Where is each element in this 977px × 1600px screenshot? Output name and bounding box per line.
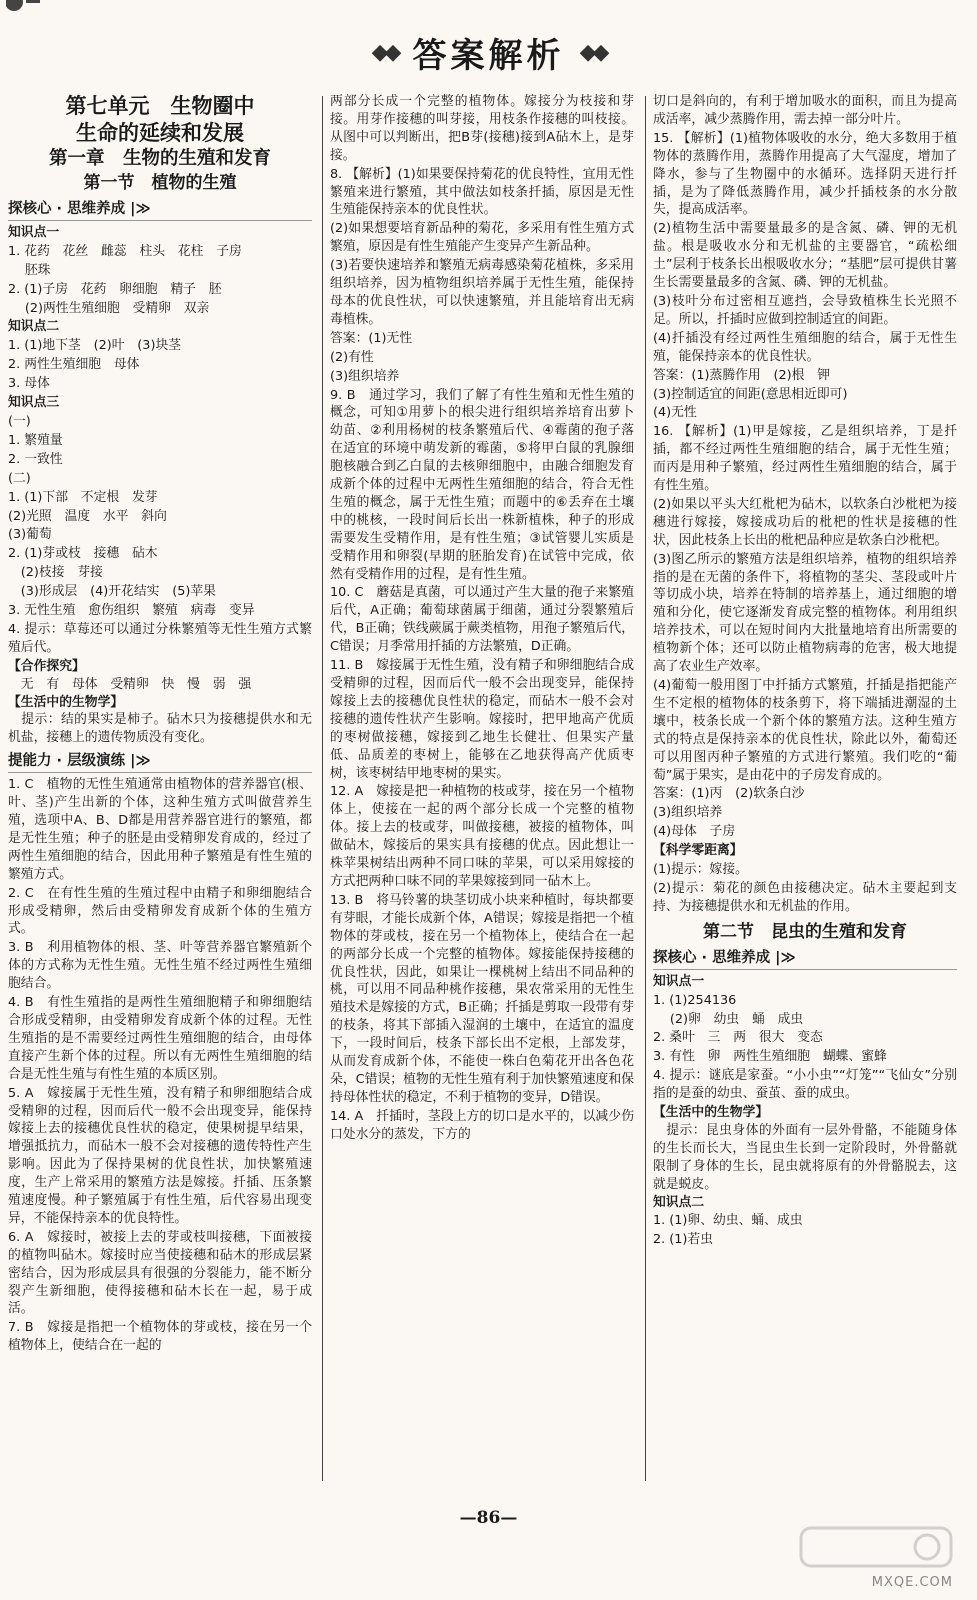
left-ornament-icon: ◆◆ (371, 40, 398, 65)
answer-item: (2)有性 (330, 349, 374, 365)
list-item: (1)提示：嫁接。 (653, 862, 748, 878)
answer-item: (3)组织培养 (653, 805, 723, 821)
list-item: (2)提示：菊花的颜色由接穗决定。砧木主要起到支持、为接穗提供水和无机盐的作用。 (653, 880, 957, 914)
page-banner (0, 28, 977, 77)
list-item: 2. 两性生殖细胞 母体 (8, 357, 140, 373)
answer-item: 11. B 嫁接属于无性生殖，没有精子和卵细胞结合成受精卵的过程，因而后代一般不会出现变异，能保持嫁接上去的接穗优良性状的稳定，而砧木一般不会对接穗的遗传性状产生影响。嫁接时，把甲地高产优质的枣树做接穗，嫁接到乙地生长健壮、但果实产量低、品质差的枣树上，能够在乙地获得高产优质枣树，该枣树结甲地枣树的果实。 (330, 658, 634, 781)
list-item: 2. 一致性 (8, 451, 63, 467)
answer-item: (3)组织培养 (330, 368, 400, 384)
answer-item: 答案：(1)丙 (2)软条白沙 (653, 786, 805, 802)
knowledge-point-heading: 知识点三 (8, 395, 60, 411)
answer-item: (2)如果想要培育新品种的菊花，多采用有性生殖方式繁殖，原因是有性生殖能产生变异产生新品种。 (330, 221, 634, 255)
answer-item: (4)母体 子房 (653, 824, 736, 840)
answer-list (8, 776, 312, 1355)
list-item: (2)卵 幼虫 蛹 成虫 (653, 1011, 804, 1027)
list-item: 胚珠 (8, 262, 51, 278)
knowledge-point-list (8, 337, 312, 393)
answer-item: (3)若要快速培养和繁殖无病毒感染菊花植株，多采用组织培养，因为植物组织培养属于无性生殖，能保持母本的优良性状，可以快速繁殖，并且能培育出无病毒植株。 (330, 258, 634, 327)
life-biology-tag: 【生活中的生物学】 (8, 694, 124, 710)
answer-item: 4. B 有性生殖指的是两性生殖细胞精子和卵细胞结合形成受精卵，由受精卵发育成新个体的过程。无性生殖指的是不需要经过两性生殖细胞的结合，由母体直接产生新个体的过程。所以有无两性生殖细胞的结合是无性生殖与有性生殖的本质区别。 (8, 995, 312, 1082)
science-tag: 【科学零距离】 (653, 843, 743, 859)
answer-list (653, 93, 957, 841)
list-item: (2)两性生殖细胞 受精卵 双亲 (8, 300, 210, 316)
knowledge-point-heading: 知识点二 (653, 1194, 705, 1210)
knowledge-point-list (653, 1212, 957, 1249)
unit-title-line-1: 第七单元 生物圈中 (65, 93, 255, 118)
answer-item: 9. B 通过学习，我们了解了有性生殖和无性生殖的概念，可知①用萝卜的根尖进行组织培养培育出萝卜幼苗、②利用杨树的枝条繁殖后代、④霉菌的孢子落在适宜的环境中萌发新的霉菌，⑤将甲白鼠的乳腺细胞核融合到乙白鼠的去核卵细胞中，由融合细胞发育成新个体的过程中无两性生殖细胞的结合，符合无性生殖的概念，属于无性生殖；而题中的⑥丢弃在土壤中的桃核，一段时间后长出一株新植株，种子的形成需要发生受精作用，是有性生殖；③试管婴儿实质是受精作用和卵裂(早期的胚胎发育)在试管中完成，依然有受精作用的过程，是有性生殖。 (330, 387, 634, 582)
list-item: (二) (8, 470, 31, 486)
list-item: 1. 繁殖量 (8, 432, 63, 448)
answer-item: 1. C 植物的无性生殖通常由植物体的营养器官(根、叶、茎)产生出新的个体，这种生殖方式叫做营养生殖，选项中A、B、D都是用营养器官进行的繁殖，都是无性生殖；种子的胚是由受精卵发育成的，经过了两性生殖细胞的结合，因此用种子繁殖是有性生殖的繁殖方式。 (8, 777, 312, 882)
list-item: 3. 无性生殖 愈伤组织 繁殖 病毒 变异 (8, 603, 255, 619)
answer-item: 16. 【解析】(1)甲是嫁接，乙是组织培养，丁是扦插，都不经过两性生殖细胞的结合，属于无性生殖；而丙是用种子繁殖，经过两性生殖细胞的结合，属于有性生殖。 (653, 424, 957, 494)
answer-item: 12. A 嫁接是把一种植物的枝或芽，接在另一个植物体上，使接在一起的两个部分长成一个完整的植物体。接上去的枝或芽，叫做接穗，被接的植物体，叫做砧木，嫁接后的果实具有接穗的优点。因此想让一株苹果树结出两种不同口味的苹果，可以采用嫁接的方式把两种口味不同的苹果嫁接到同一砧木上。 (330, 784, 634, 889)
page-title: 答案解析 (412, 36, 565, 76)
section-title: 第二节 昆虫的生殖和发育 (703, 921, 907, 942)
column-divider (322, 96, 323, 1481)
list-item: (3)形成层 (4)开花结实 (5)苹果 (8, 584, 216, 600)
list-item: 1. (1)卵、幼虫、蛹、成虫 (653, 1213, 803, 1229)
section-heading: 探核心 · 思维养成 |≫ (653, 950, 957, 970)
knowledge-point-heading: 知识点二 (8, 319, 60, 335)
answer-item: 15. 【解析】(1)植物体吸收的水分，绝大多数用于植物体的蒸腾作用，蒸腾作用提高了大气湿度，增加了降水，参与了生物圈中的水循环。选择阴天进行扦插，是为了降低蒸腾作用，减少扦插枝条的水分散失，提高成活率。 (653, 130, 957, 218)
answer-item: (3)控制适宜的间距(意思相近即可) (653, 386, 848, 402)
answer-item: (3)图乙所示的繁殖方法是组织培养，植物的组织培养指的是在无菌的条件下，将植物的茎尖、茎段或叶片等切成小块，培养在特制的培养基上，通过细胞的增殖和分化，使它逐渐发育成完整的植物体。利用组织培养技术，可以在短时间内大批量地培育出所需要的植物新个体；还可以防止植物病毒的危害，极大地提高了农业生产效率。 (653, 551, 957, 675)
answer-item: (3)枝叶分布过密相互遮挡，会导致植株生长光照不足。所以，扦插时应做到控制适宜的间距。 (653, 293, 957, 327)
list-item: 3. 母体 (8, 376, 50, 392)
life-biology-answer: 提示：昆虫身体的外面有一层外骨骼，不能随身体的生长而长大，当昆虫生长到一定阶段时，外骨骼就限制了身体的生长，昆虫就将原有的外骨骼脱去，这就是蜕皮。 (653, 1122, 957, 1192)
knowledge-point-heading: 知识点一 (8, 224, 60, 240)
answer-item: 14. A 扦插时，茎段上方的切口是水平的，以减少伤口处水分的蒸发，下方的 (330, 1108, 634, 1142)
list-item: 1. (1)地下茎 (2)叶 (3)块茎 (8, 338, 182, 354)
answer-item: 13. B 将马铃薯的块茎切成小块来种植时，每块都要有芽眼，才能长成新个体，A错误；嫁接是指把一个植物体的芽或枝，接在另一个植物体上，使结合在一起的两部分长成一个完整的植物体。嫁接能保持接穗的优良性状，因此，如果让一棵桃树上结出不同品种的桃，可以用不同品种桃作接穗，果农常采用的无性生殖技术是嫁接的方式，B正确；扦插是剪取一段带有芽的枝条，将其下部插入湿润的土壤中，在适宜的温度下，一段时间后，枝条下部长出不定根，上部发芽，从而发育成新个体，不能使一株白色菊花开出各色花朵，C错误；植物的无性生殖有利于加快繁殖速度和保持母体性状的稳定，不利于植物的变异，D错误。 (330, 892, 634, 1105)
list-item: (2)光照 温度 水平 斜向 (8, 508, 167, 524)
watermark-text: MXQE.COM (871, 1575, 953, 1590)
life-biology-answer: 提示：结的果实是柿子。砧木只为接穗提供水和无机盐，接穗上的遗传物质没有变化。 (8, 712, 312, 746)
section-heading: 探核心 · 思维养成 |≫ (8, 201, 312, 221)
life-biology-tag: 【生活中的生物学】 (653, 1105, 769, 1121)
list-item: 1. (1)下部 不定根 发芽 (8, 489, 158, 505)
column-1 (8, 92, 312, 1356)
answer-item: 答案：(1)蒸腾作用 (2)根 钾 (653, 367, 831, 383)
answer-item: 3. B 利用植物体的根、茎、叶等营养器官繁殖新个体的方式称为无性生殖。无性生殖不经过两性生殖细胞结合。 (8, 940, 312, 992)
list-item: 2. (1)若虫 (653, 1232, 713, 1248)
knowledge-point-heading: 知识点一 (653, 973, 705, 989)
column-3 (653, 92, 957, 1250)
double-chevron-icon: |≫ (775, 949, 796, 966)
double-chevron-icon: |≫ (130, 753, 151, 770)
list-item: (一) (8, 413, 31, 429)
list-item: 1. (1)254136 (653, 992, 737, 1008)
unit-title-line-2: 生命的延续和发展 (76, 120, 244, 145)
science-answers (653, 861, 957, 916)
list-item: 4. 提示：谜底是家蚕。“小小虫”“灯笼”“飞仙女”分别指的是蚕的幼虫、蚕茧、蚕的成虫。 (653, 1068, 957, 1102)
list-item: 2. 桑叶 三 两 很大 变态 (653, 1030, 823, 1046)
answer-item: (4)扦插没有经过两性生殖细胞的结合，属于无性生殖，能保持亲本的优良性状。 (653, 330, 957, 364)
answer-item: 切口是斜向的，有利于增加吸水的面积，而且为提高成活率，减少蒸腾作用，需去掉一部分叶片。 (653, 94, 957, 127)
answer-item: (4)无性 (653, 405, 697, 421)
answer-item: 10. C 蘑菇是真菌，可以通过产生大量的孢子来繁殖后代，A正确；葡萄球菌属于细菌，通过分裂繁殖后代，B正确；铁线蕨属于蕨类植物，用孢子繁殖后代，C错误；月季常用扦插的方法繁殖，D正确。 (330, 585, 634, 655)
right-ornament-icon: ◆◆ (579, 40, 606, 65)
page-number: —86— (459, 1508, 518, 1528)
answer-item: (2)如果以平头大红枇杷为砧木，以软条白沙枇杷为接穗进行嫁接，嫁接成功后的枇杷的性状是接穗的性状，因此枝条上长出的枇杷品种应是软条白沙枇杷。 (653, 496, 957, 548)
watermark-logo-icon (797, 1522, 957, 1572)
answer-item: 8. 【解析】(1)如果要保持菊花的优良特性，宜用无性繁殖来进行繁殖，其中做法如枝条扦插，原因是无性生殖能保持亲本的优良性状。 (330, 166, 634, 218)
answer-item: 2. C 在有性生殖的生殖过程中由精子和卵细胞结合形成受精卵，然后由受精卵发育成新个体的生殖方式。 (8, 885, 312, 937)
answer-item: (4)葡萄一般用图丁中扦插方式繁殖，扦插是指把能产生不定根的植物体的枝条剪下，将下端插进潮湿的土壤中，枝条长成一个新个体的繁殖方法。这种生殖方式的特点是保持亲本的优良性状，除此以外，葡萄还可以用图丙种子繁殖的方式进行繁殖。我们吃的“葡萄”属于果实，是由花中的子房发育成的。 (653, 678, 957, 783)
column-2 (330, 92, 634, 1145)
list-item: 4. 提示：草莓还可以通过分株繁殖等无性生殖方式繁殖后代。 (8, 621, 312, 655)
answer-item: 两部分长成一个完整的植物体。嫁接分为枝接和芽接。用芽作接穗的叫芽接，用枝条作接穗的叫枝接。从图中可以判断出，把B芽(接穗)接到A砧木上，是芽接。 (330, 94, 634, 163)
answer-item: (2)植物生活中需要量最多的是含氮、磷、钾的无机盐。根是吸收水分和无机盐的主要器官，“疏松细土”层利于枝条长出根吸收水分；“基肥”层可提供甘薯生长需要量最多的含氮、磷、钾的无机盐。 (653, 221, 957, 291)
section-title: 第一节 植物的生殖 (83, 173, 237, 193)
answer-item: 6. A 嫁接时，被接上去的芽或枝叫接穗，下面被接的植物叫砧木。嫁接时应当使接穗和砧木的形成层紧密结合，因为形成层具有很强的分裂能力，能不断分裂产生新细胞，使得接穗和砧木长在一起，易于成活。 (8, 1229, 312, 1317)
knowledge-point-list (653, 992, 957, 1103)
answer-item: 7. B 嫁接是指把一个植物体的芽或枝，接在另一个植物体上，使结合在一起的 (8, 1320, 312, 1354)
list-item: (2)枝接 芽接 (8, 565, 103, 581)
list-item: 2. (1)子房 花药 卵细胞 精子 胚 (8, 281, 222, 297)
answer-item: 答案：(1)无性 (330, 330, 413, 346)
list-item: 1. 花药 花丝 雌蕊 柱头 花柱 子房 (8, 243, 242, 259)
column-divider (645, 96, 646, 1481)
coop-answer: 无 有 母体 受精卵 快 慢 弱 强 (8, 676, 252, 692)
answer-item: 5. A 嫁接属于无性生殖，没有精子和卵细胞结合成受精卵的过程，因而后代一般不会出现变异，能保持嫁接上去的接穗优良性状的稳定，使果树提早结果，增强抵抗力，而砧木一般不会对接穗的遗传特性产生影响。因此为了保持果树的优良性状，加快繁殖速度，生产上常采用的繁殖方法是嫁接。扦插、压条繁殖速度慢。种子繁殖属于有性生殖，后代容易出现变异，不能保持亲本的优良特性。 (8, 1085, 312, 1226)
list-item: 3. 有性 卵 两性生殖细胞 蝴蝶、蜜蜂 (653, 1049, 887, 1065)
knowledge-point-list (8, 243, 312, 318)
answer-list (330, 93, 634, 1144)
double-chevron-icon: |≫ (130, 201, 151, 217)
chapter-title: 第一章 生物的生殖和发育 (48, 148, 271, 169)
section-heading: 提能力 · 层级演练 |≫ (8, 753, 312, 773)
knowledge-point-list (8, 413, 312, 657)
list-item: (3)葡萄 (8, 527, 52, 543)
coop-tag: 【合作探究】 (8, 658, 85, 674)
publisher-logo-icon (6, 0, 46, 12)
list-item: 2. (1)芽或枝 接穗 砧木 (8, 546, 158, 562)
